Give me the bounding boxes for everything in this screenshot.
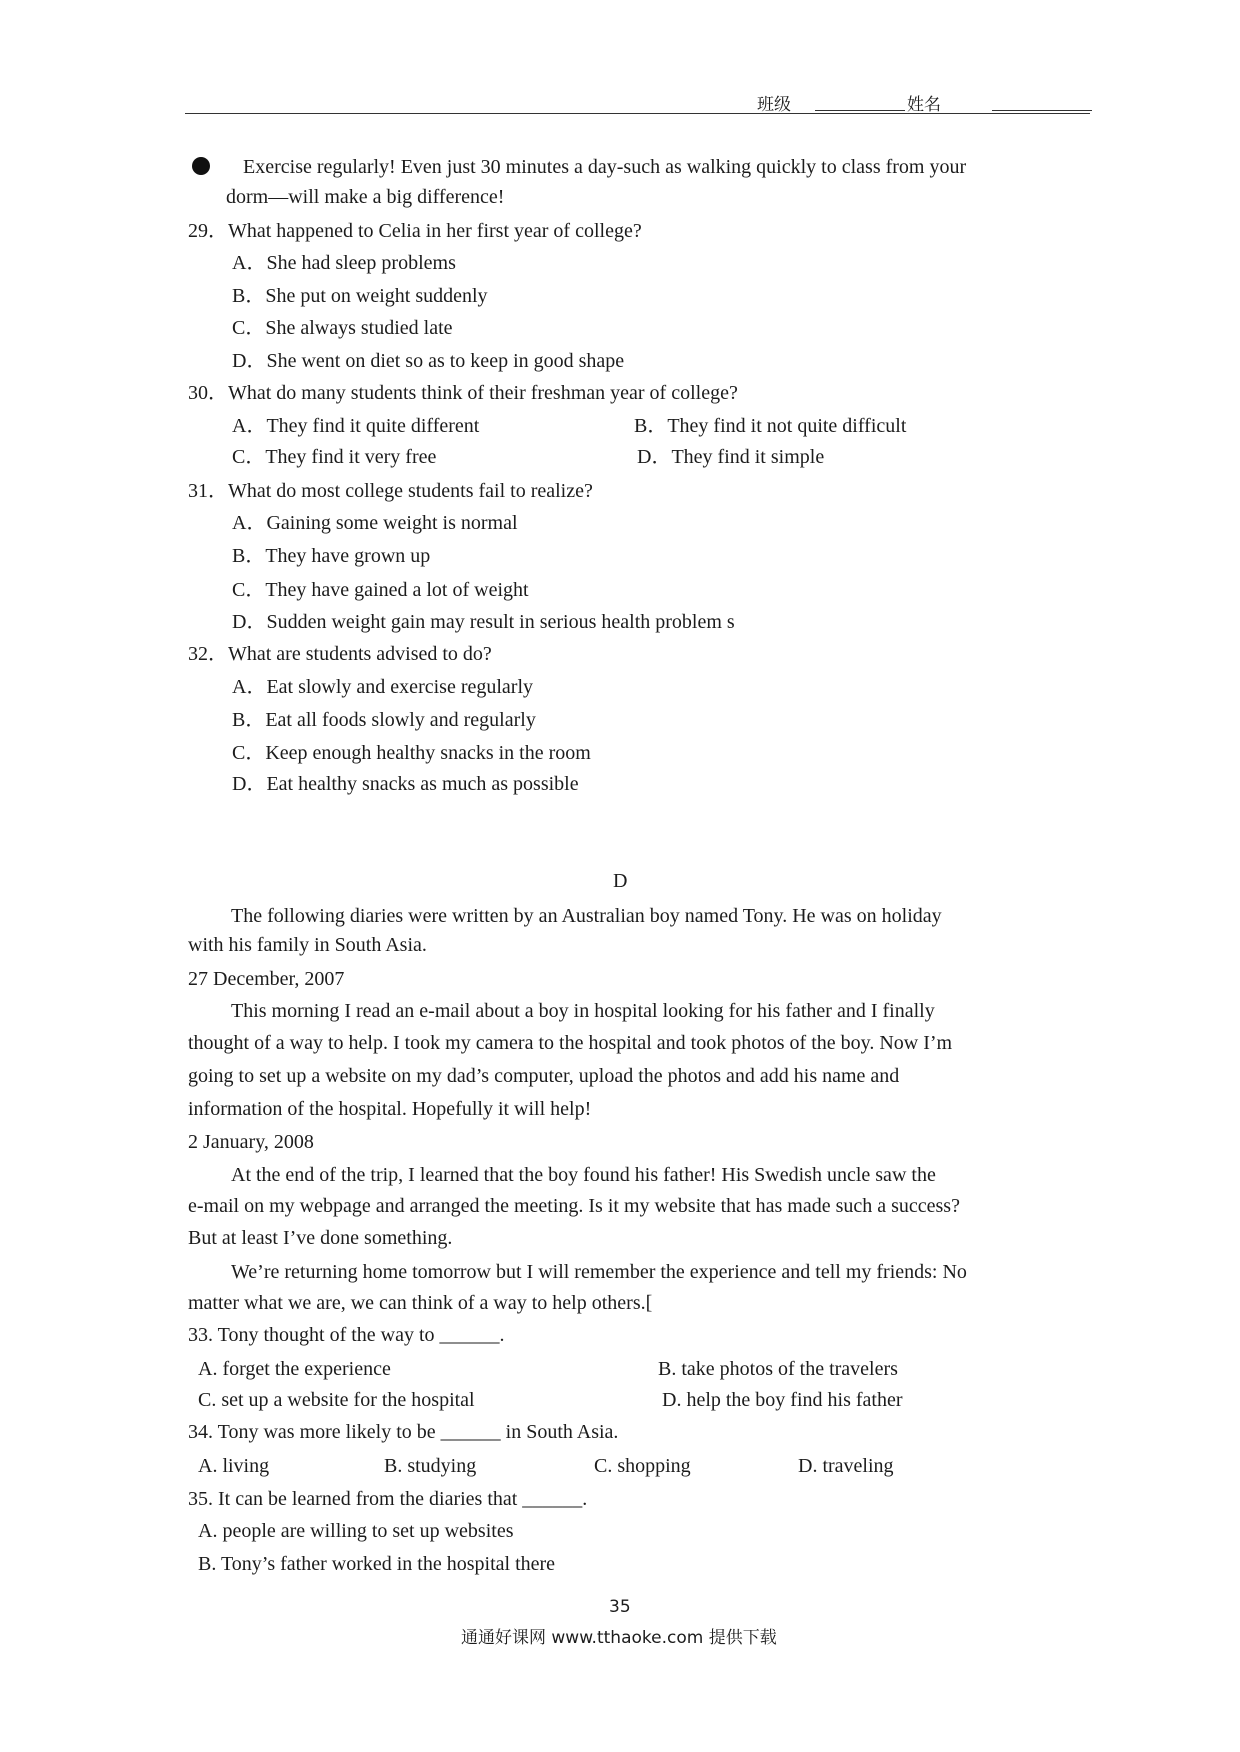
question-33-option-c: C. set up a website for the hospital (198, 1389, 475, 1411)
diary-1-line-4: information of the hospital. Hopefully it will help! (188, 1098, 592, 1120)
diary-1-line-2: thought of a way to help. I took my camera to the hospital and took photos of the boy. Now I’m (188, 1032, 953, 1054)
diary-3-line-2: matter what we are, we can think of a way to help others.[ (188, 1292, 653, 1314)
question-34-option-a: A. living (198, 1455, 270, 1477)
question-30-option-c: C．They find it very free (232, 446, 437, 468)
intro-line-1: The following diaries were written by an Australian boy named Tony. He was on holiday (231, 905, 942, 927)
diary-2-line-1: At the end of the trip, I learned that the boy found his father! His Swedish uncle saw the (231, 1164, 936, 1186)
class-blank (815, 110, 905, 111)
question-29-option-a: A．She had sleep problems (232, 252, 456, 274)
question-29-stem: 29．What happened to Celia in her first year of college? (188, 220, 642, 242)
diary-date-1: 27 December, 2007 (188, 968, 345, 990)
question-35-option-a: A. people are willing to set up websites (198, 1520, 514, 1542)
diary-3-line-1: We’re returning home tomorrow but I will remember the experience and tell my friends: No (231, 1261, 967, 1283)
diary-date-2: 2 January, 2008 (188, 1131, 314, 1153)
question-29-option-b: B．She put on weight suddenly (232, 285, 488, 307)
diary-1-line-1: This morning I read an e-mail about a boy in hospital looking for his father and I finally (231, 1000, 935, 1022)
question-29-option-c: C．She always studied late (232, 317, 453, 339)
diary-2-line-3: But at least I’ve done something. (188, 1227, 453, 1249)
bullet-icon (192, 157, 210, 175)
question-32-option-d: D．Eat healthy snacks as much as possible (232, 773, 579, 795)
question-31-stem: 31．What do most college students fail to realize? (188, 480, 593, 502)
question-33-option-d: D. help the boy find his father (662, 1389, 903, 1411)
question-32-option-b: B．Eat all foods slowly and regularly (232, 709, 536, 731)
header-rule (185, 113, 1090, 114)
question-32-option-c: C．Keep enough healthy snacks in the room (232, 742, 591, 764)
diary-1-line-3: going to set up a website on my dad’s computer, upload the photos and add his name and (188, 1065, 900, 1087)
bullet-text-line-1: Exercise regularly! Even just 30 minutes a day-such as walking quickly to class from your (243, 156, 967, 178)
question-35-option-b: B. Tony’s father worked in the hospital there (198, 1553, 556, 1575)
diary-2-line-2: e-mail on my webpage and arranged the meeting. Is it my website that has made such a success? (188, 1195, 960, 1217)
question-35-stem: 35. It can be learned from the diaries that ______. (188, 1488, 588, 1510)
page-number: 35 (609, 1597, 631, 1617)
question-34-option-d: D. traveling (798, 1455, 894, 1477)
question-33-option-b: B. take photos of the travelers (658, 1358, 898, 1380)
question-32-option-a: A．Eat slowly and exercise regularly (232, 676, 534, 698)
question-31-option-d: D．Sudden weight gain may result in serious health problem s (232, 611, 735, 633)
question-33-option-a: A. forget the experience (198, 1358, 391, 1380)
question-31-option-c: C．They have gained a lot of weight (232, 579, 529, 601)
question-31-option-a: A．Gaining some weight is normal (232, 512, 518, 534)
name-blank (992, 110, 1092, 111)
question-29-option-d: D．She went on diet so as to keep in good shape (232, 350, 625, 372)
footer-source: 通通好课网 www.tthaoke.com 提供下载 (461, 1628, 777, 1648)
question-30-stem: 30．What do many students think of their freshman year of college? (188, 382, 738, 404)
question-33-stem: 33. Tony thought of the way to ______. (188, 1324, 505, 1346)
question-31-option-b: B．They have grown up (232, 545, 431, 567)
question-34-option-c: C. shopping (594, 1455, 691, 1477)
class-label: 班级 (757, 95, 791, 115)
question-32-stem: 32．What are students advised to do? (188, 643, 492, 665)
bullet-text-line-2: dorm—will make a big difference! (226, 186, 505, 208)
name-label: 姓名 (907, 95, 941, 115)
question-30-option-b: B．They find it not quite difficult (634, 415, 907, 437)
section-title: D (613, 870, 628, 892)
intro-line-2: with his family in South Asia. (188, 934, 427, 956)
question-34-stem: 34. Tony was more likely to be ______ in South Asia. (188, 1421, 619, 1443)
question-34-option-b: B. studying (384, 1455, 477, 1477)
question-30-option-d: D．They find it simple (637, 446, 825, 468)
question-30-option-a: A．They find it quite different (232, 415, 480, 437)
